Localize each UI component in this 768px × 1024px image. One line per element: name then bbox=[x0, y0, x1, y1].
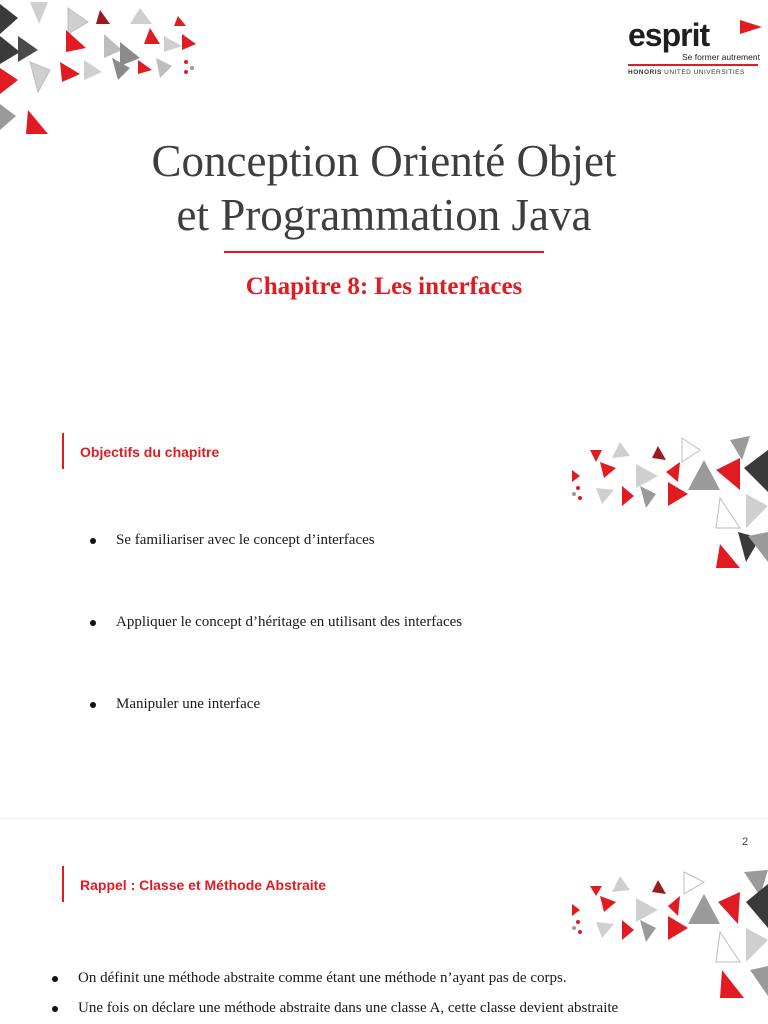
section-title-recall: Rappel : Classe et Méthode Abstraite bbox=[80, 877, 327, 893]
logo-flag-icon bbox=[740, 20, 762, 34]
section-marker bbox=[62, 866, 64, 902]
title-line-1: Conception Orienté Objet bbox=[151, 136, 617, 186]
logo-subtitle: HONORIS UNITED UNIVERSITIES bbox=[628, 69, 745, 76]
bullet-icon bbox=[90, 538, 96, 544]
section-marker bbox=[62, 433, 64, 469]
triangle-pattern-top-left bbox=[0, 0, 210, 140]
bullet-icon bbox=[90, 702, 96, 708]
logo-wordmark: esprit bbox=[628, 17, 710, 53]
title-divider bbox=[224, 251, 544, 253]
recall-item-1 bbox=[52, 970, 712, 990]
objective-item-2 bbox=[90, 614, 690, 634]
chapter-subtitle: Chapitre 8: Les interfaces bbox=[245, 273, 523, 300]
objective-item-1 bbox=[90, 532, 690, 552]
objective-text-1: Se familiariser avec le concept d’interfaces bbox=[116, 532, 375, 548]
bullet-icon bbox=[90, 620, 96, 626]
page-number: 2 bbox=[742, 836, 749, 848]
slide-title bbox=[0, 134, 768, 242]
recall-text-1: On définit une méthode abstraite comme étant une méthode n’ayant pas de corps. bbox=[78, 970, 567, 986]
recall-item-2 bbox=[52, 1000, 712, 1020]
objective-text-2: Appliquer le concept d’héritage en utilisant des interfaces bbox=[116, 614, 463, 630]
esprit-logo bbox=[612, 10, 762, 76]
bullet-icon bbox=[52, 976, 58, 982]
logo-tagline: Se former autrement bbox=[682, 52, 760, 62]
logo-divider bbox=[628, 64, 758, 66]
section-title-objectives: Objectifs du chapitre bbox=[80, 444, 220, 460]
slide-separator bbox=[0, 818, 768, 819]
recall-text-2: Une fois on déclare une méthode abstraite dans une classe A, cette classe devient abstraite bbox=[78, 1000, 619, 1016]
objective-text-3: Manipuler une interface bbox=[116, 696, 261, 712]
title-line-2: et Programmation Java bbox=[176, 190, 592, 240]
bullet-icon bbox=[52, 1006, 58, 1012]
objective-item-3 bbox=[90, 696, 690, 716]
